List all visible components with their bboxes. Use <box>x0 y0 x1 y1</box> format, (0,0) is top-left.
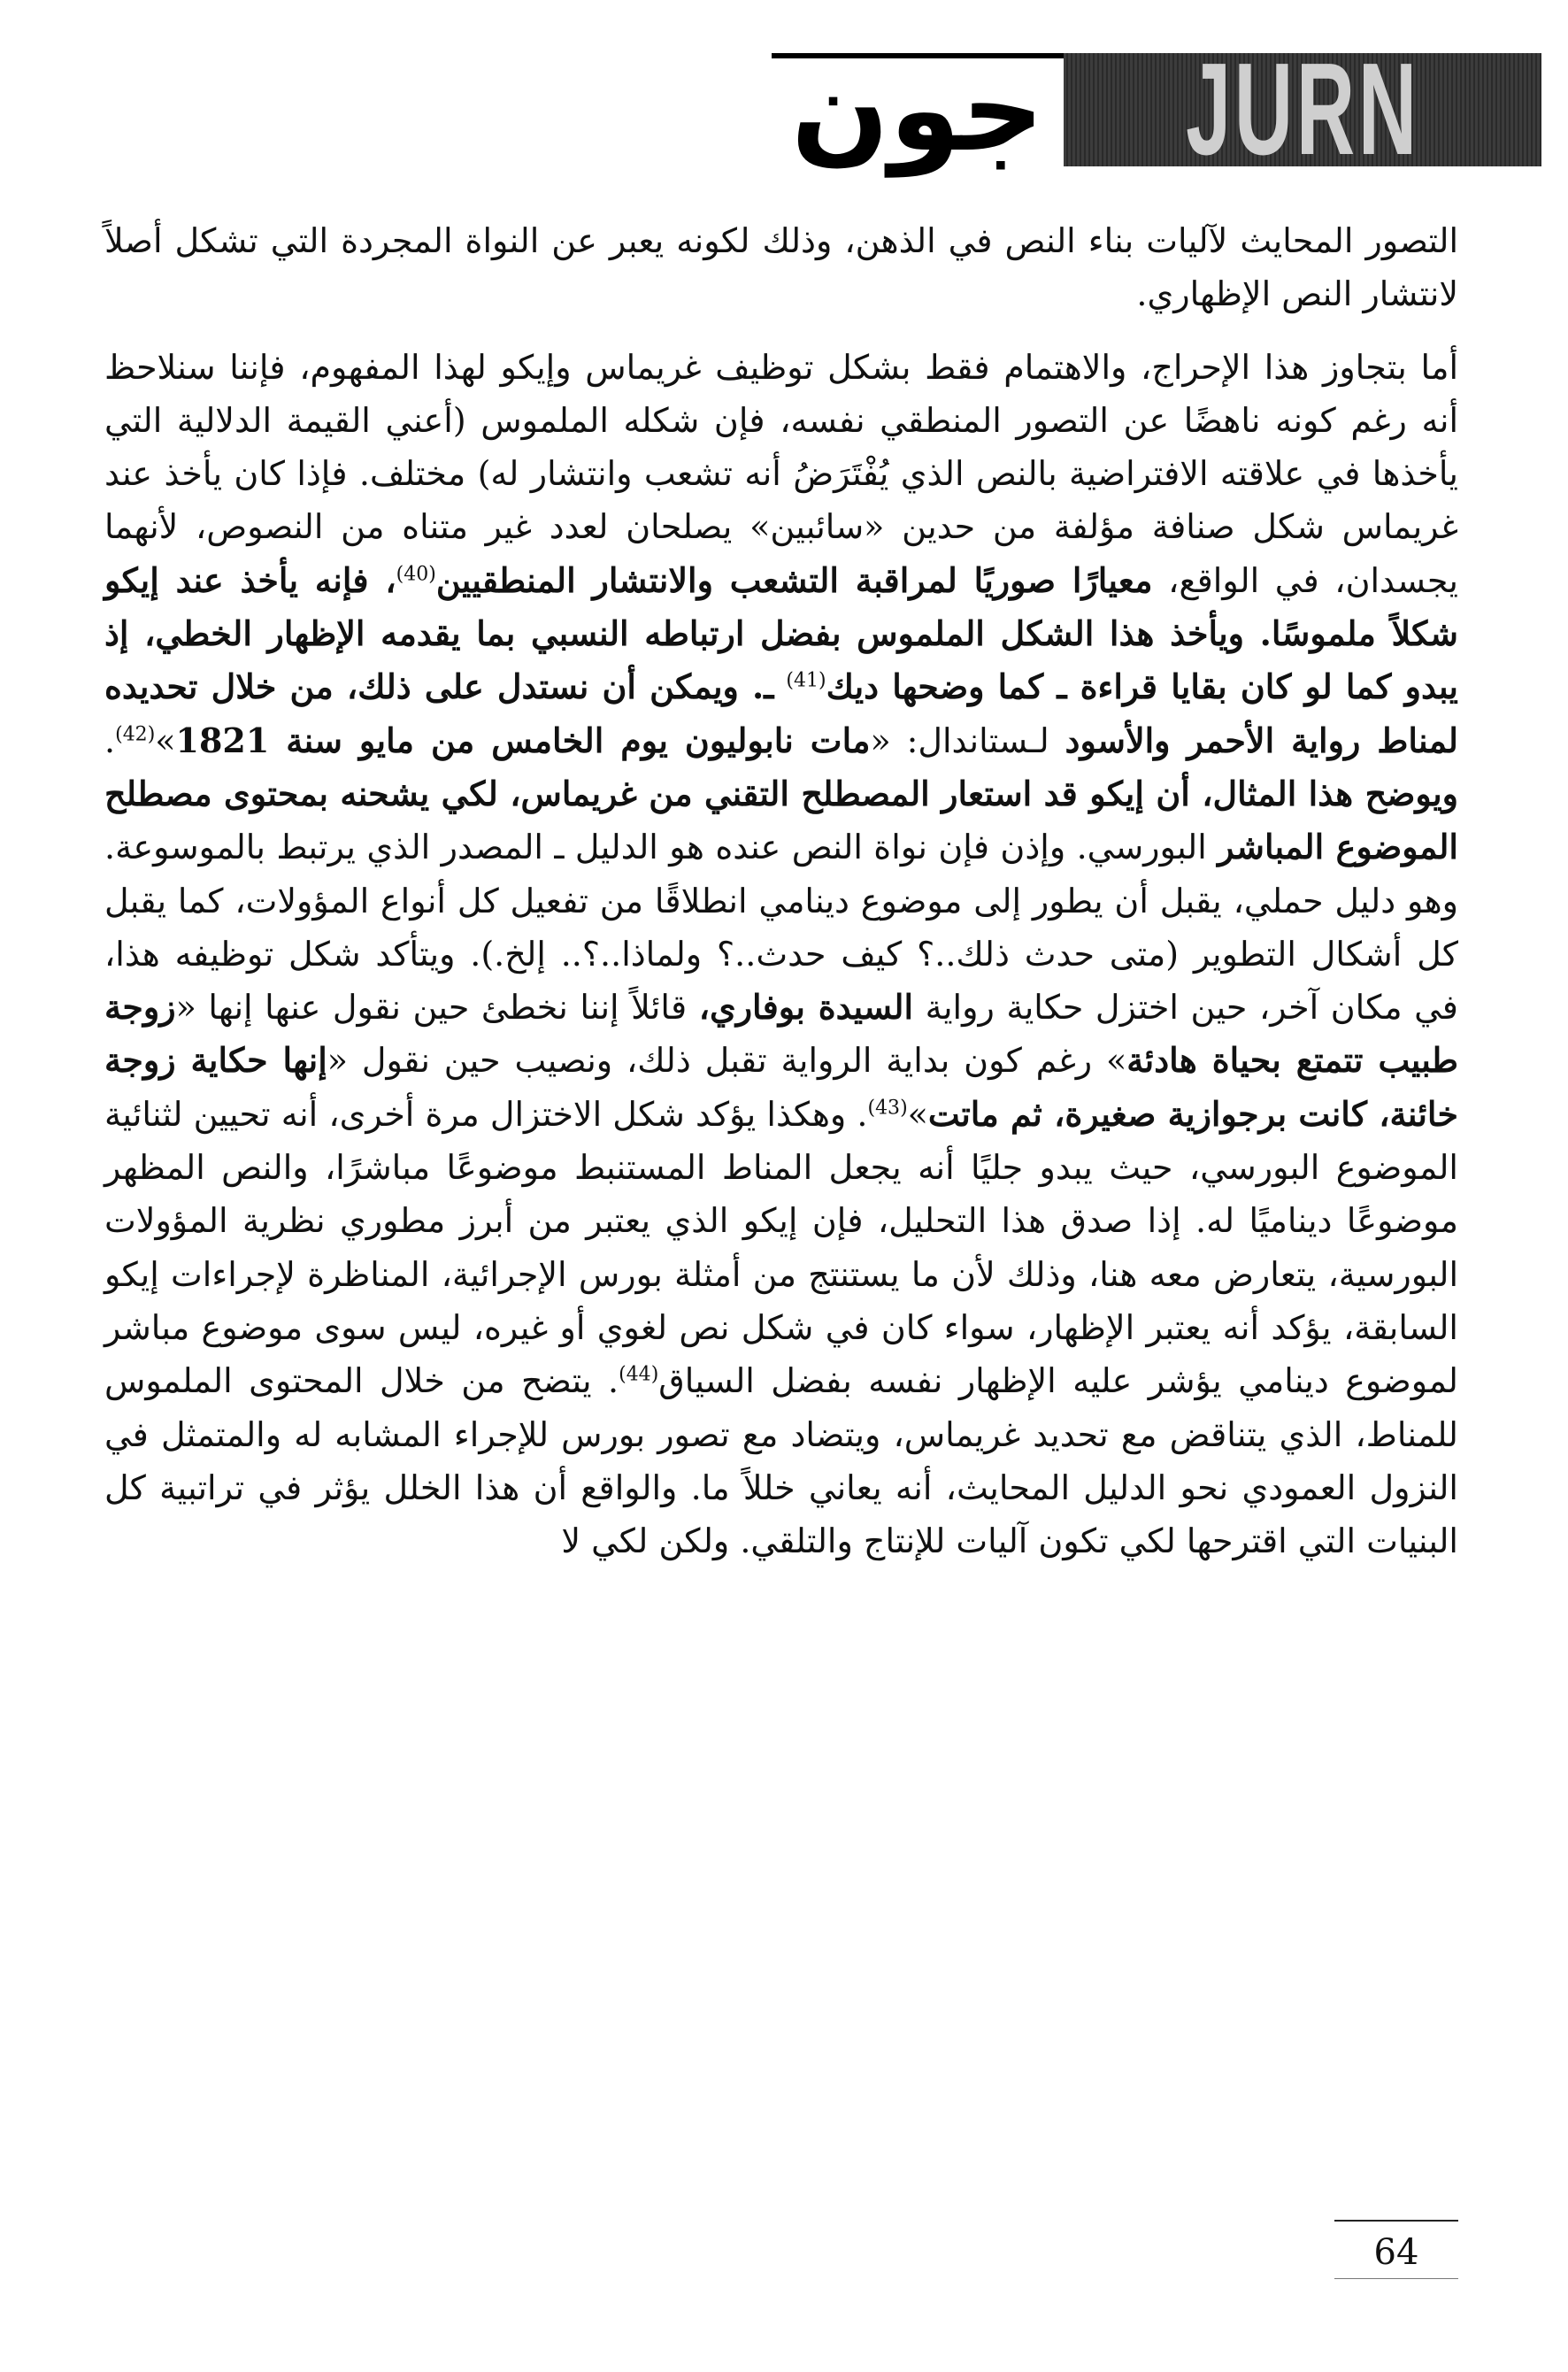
footer-rule <box>1334 2220 1458 2222</box>
footnote-ref-42: (42) <box>115 723 156 746</box>
footnote-ref-44: (44) <box>619 1363 659 1386</box>
paragraph-2: أما بتجاوز هذا الإحراج، والاهتمام فقط بشكل توظيف غريماس وإيكو لهذا المفهوم، فإننا سنلاحظ أنه رغم كونه ناهضًا عن التصور المنطقي نفسه، فإن شكله الملموس (أعني القيمة الدلالية التي يأخذها في علاقته الافتراضية بالنص الذي يُفْتَرَضُ أنه تشعب وانتشار له) مختلف. فإذا كان يأخذ عند غريماس شكل صنافة مؤلفة من حدين «سائبين» يصلحان لعدد غير متناه من النصوص، لأنهما يجسدان، في الواقع، معيارًا صوريًا لمراقبة التشعب والانتشار المنطقيين$^{(40)}$، فإنه يأخذ عند إيكو شكلاً ملموسًا. ويأخذ هذا الشكل الملموس بفضل ارتباطه النسبي بما يقدمه الإظهار الخطي، إذ يبدو كما لو كان بقايا قراءة ـ كما وضحها ديك$^{(41)}$ ـ. ويمكن أن نستدل على ذلك، من خلال تحديده لمناط رواية الأحمر والأسود لـستاندال: «مات نابوليون يوم الخامس من مايو سنة 1821»$^{(42)}$. ويوضح هذا المثال، أن إيكو قد استعار المصطلح التقني من غريماس، لكي يشحنه بمحتوى مصطلح الموضوع المباشر البورسي. وإذن فإن نواة النص عنده هو الدليل ـ المصدر الذي يرتبط بالموسوعة. وهو دليل حملي، يقبل أن يطور إلى موضوع دينامي انطلاقًا من تفعيل كل أنواع المؤولات، كما يقبل كل أشكال التطوير (متى حدث ذلك..؟ كيف حدث..؟ ولماذا..؟.. إلخ.). ويتأكد شكل توظيفه هذا، في مكان آخر، حين اختزل حكاية رواية السيدة بوفاري، قائلاً إننا نخطئ حين نقول عنها إنها «زوجة طبيب تتمتع بحياة هادئة» رغم كون بداية الرواية تقبل ذلك، ونصيب حين نقول «إنها حكاية زوجة خائنة، كانت برجوازية صغيرة، ثم ماتت»$^{(43)}$. وهكذا يؤكد شكل الاختزال مرة أخرى، أنه تحيين لثنائية الموضوع البورسي، حيث يبدو جليًا أنه يجعل المناط المستنبط موضوعًا مباشرًا، والنص المظهر موضوعًا ديناميًا له. إذا صدق هذا التحليل، فإن إيكو الذي يعتبر من أبرز مطوري نظرية المؤولات البورسية، يتعارض معه هنا، وذلك لأن ما يستنتج من أمثلة بورس الإجرائية، المناظرة لإجراءات إيكو السابقة، يؤكد أنه يعتبر الإظهار، سواء كان في شكل نص لغوي أو غيره، ليس سوى موضوع مباشر لموضوع دينامي يؤشر عليه الإظهار نفسه بفضل السياق$^{(44)}$. يتضح من خلال المحتوى الملموس للمناط، الذي يتناقض مع تحديد غريماس، ويتضاد مع تصور بورس للإجراء المشابه له والمتمثل في النزول العمودي نحو الدليل المحايث، أنه يعاني خللاً ما. والواقع أن هذا الخلل يؤثر في تراتبية كل البنيات التي اقترحها لكي تكون آليات للإنتاج والتلقي. ولكن لكي لا <box>104 347 1458 1561</box>
footnote-ref-41: (41) <box>786 669 826 692</box>
footer-rule-bottom <box>1334 2278 1458 2279</box>
journal-logo-arabic: جون <box>790 42 1045 177</box>
footnote-ref-40: (40) <box>396 563 436 586</box>
journal-logo-latin: JURN <box>1064 53 1541 166</box>
page-number: 64 <box>1373 2232 1419 2273</box>
article-body <box>104 214 1458 2223</box>
paragraph-1: التصور المحايث لآليات بناء النص في الذهن، وذلك لكونه يعبر عن النواة المجردة التي تشكل أصلاً لانتشار النص الإظهاري. <box>104 221 1458 314</box>
footnote-ref-43: (43) <box>867 1097 908 1120</box>
bold-phrase: معيارًا صوريًا لمراقبة التشعب والانتشار المنطقيين <box>435 559 1153 600</box>
masthead <box>763 36 1541 182</box>
